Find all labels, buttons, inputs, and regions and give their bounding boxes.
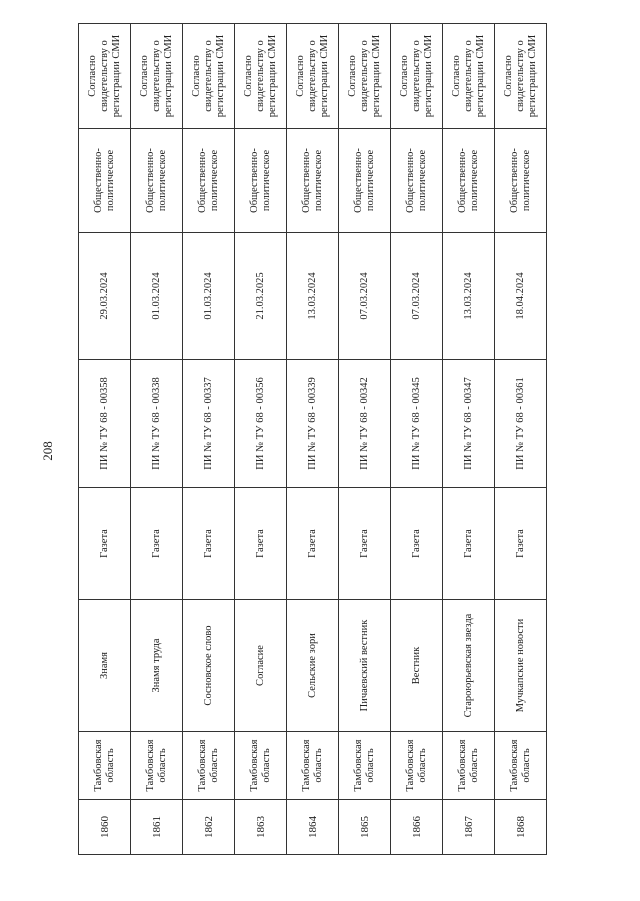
row-title: Староюрьевская звезда [443, 600, 495, 732]
table-row [287, 24, 339, 855]
row-title: Сосновское слово [183, 600, 235, 732]
table-row [495, 24, 547, 855]
row-reg-number: ПИ № ТУ 68 - 00356 [235, 360, 287, 488]
row-number: 1862 [183, 800, 235, 855]
table-row [391, 24, 443, 855]
row-region: Тамбовская область [287, 732, 339, 800]
table-row [183, 24, 235, 855]
row-type: Газета [287, 488, 339, 600]
row-type: Газета [391, 488, 443, 600]
row-date: 21.03.2025 [235, 233, 287, 360]
row-date: 29.03.2024 [79, 233, 131, 360]
row-category: Общественно-политическое [79, 129, 131, 233]
row-region: Тамбовская область [339, 732, 391, 800]
row-reg-number: ПИ № ТУ 68 - 00347 [443, 360, 495, 488]
row-note: Согласно свидетельству о регистрации СМИ [391, 24, 443, 129]
row-date: 01.03.2024 [131, 233, 183, 360]
row-number: 1866 [391, 800, 443, 855]
row-region: Тамбовская область [79, 732, 131, 800]
row-note: Согласно свидетельству о регистрации СМИ [235, 24, 287, 129]
row-type: Газета [235, 488, 287, 600]
page-number: 208 [40, 441, 55, 461]
row-date: 07.03.2024 [391, 233, 443, 360]
row-type: Газета [495, 488, 547, 600]
row-title: Знамя [79, 600, 131, 732]
row-number: 1863 [235, 800, 287, 855]
row-reg-number: ПИ № ТУ 68 - 00345 [391, 360, 443, 488]
row-note: Согласно свидетельству о регистрации СМИ [131, 24, 183, 129]
row-date: 01.03.2024 [183, 233, 235, 360]
row-number: 1864 [287, 800, 339, 855]
table-row [443, 24, 495, 855]
row-reg-number: ПИ № ТУ 68 - 00342 [339, 360, 391, 488]
row-note: Согласно свидетельству о регистрации СМИ [287, 24, 339, 129]
row-title: Сельские зори [287, 600, 339, 732]
row-title: Пичаевский вестник [339, 600, 391, 732]
row-reg-number: ПИ № ТУ 68 - 00361 [495, 360, 547, 488]
table-row [235, 24, 287, 855]
registry-table-wrapper [78, 24, 544, 855]
row-category: Общественно-политическое [339, 129, 391, 233]
registry-table [78, 23, 547, 855]
row-category: Общественно-политическое [131, 129, 183, 233]
row-note: Согласно свидетельству о регистрации СМИ [183, 24, 235, 129]
row-note: Согласно свидетельству о регистрации СМИ [79, 24, 131, 129]
row-region: Тамбовская область [391, 732, 443, 800]
row-date: 07.03.2024 [339, 233, 391, 360]
row-number: 1867 [443, 800, 495, 855]
row-reg-number: ПИ № ТУ 68 - 00338 [131, 360, 183, 488]
row-note: Согласно свидетельству о регистрации СМИ [495, 24, 547, 129]
row-category: Общественно-политическое [287, 129, 339, 233]
row-note: Согласно свидетельству о регистрации СМИ [339, 24, 391, 129]
row-type: Газета [339, 488, 391, 600]
row-category: Общественно-политическое [183, 129, 235, 233]
table-row [131, 24, 183, 855]
row-title: Мучкапские новости [495, 600, 547, 732]
row-type: Газета [131, 488, 183, 600]
row-number: 1861 [131, 800, 183, 855]
row-title: Согласие [235, 600, 287, 732]
row-number: 1868 [495, 800, 547, 855]
row-category: Общественно-политическое [443, 129, 495, 233]
table-row [79, 24, 131, 855]
registry-table-body [79, 24, 547, 855]
row-region: Тамбовская область [443, 732, 495, 800]
row-date: 13.03.2024 [287, 233, 339, 360]
row-reg-number: ПИ № ТУ 68 - 00339 [287, 360, 339, 488]
table-row [339, 24, 391, 855]
row-reg-number: ПИ № ТУ 68 - 00358 [79, 360, 131, 488]
row-category: Общественно-политическое [495, 129, 547, 233]
row-title: Знамя труда [131, 600, 183, 732]
row-category: Общественно-политическое [391, 129, 443, 233]
row-category: Общественно-политическое [235, 129, 287, 233]
row-number: 1860 [79, 800, 131, 855]
row-region: Тамбовская область [183, 732, 235, 800]
row-number: 1865 [339, 800, 391, 855]
row-reg-number: ПИ № ТУ 68 - 00337 [183, 360, 235, 488]
row-region: Тамбовская область [235, 732, 287, 800]
row-note: Согласно свидетельству о регистрации СМИ [443, 24, 495, 129]
row-type: Газета [79, 488, 131, 600]
row-title: Вестник [391, 600, 443, 732]
row-date: 13.03.2024 [443, 233, 495, 360]
row-date: 18.04.2024 [495, 233, 547, 360]
row-type: Газета [183, 488, 235, 600]
row-region: Тамбовская область [131, 732, 183, 800]
row-type: Газета [443, 488, 495, 600]
row-region: Тамбовская область [495, 732, 547, 800]
